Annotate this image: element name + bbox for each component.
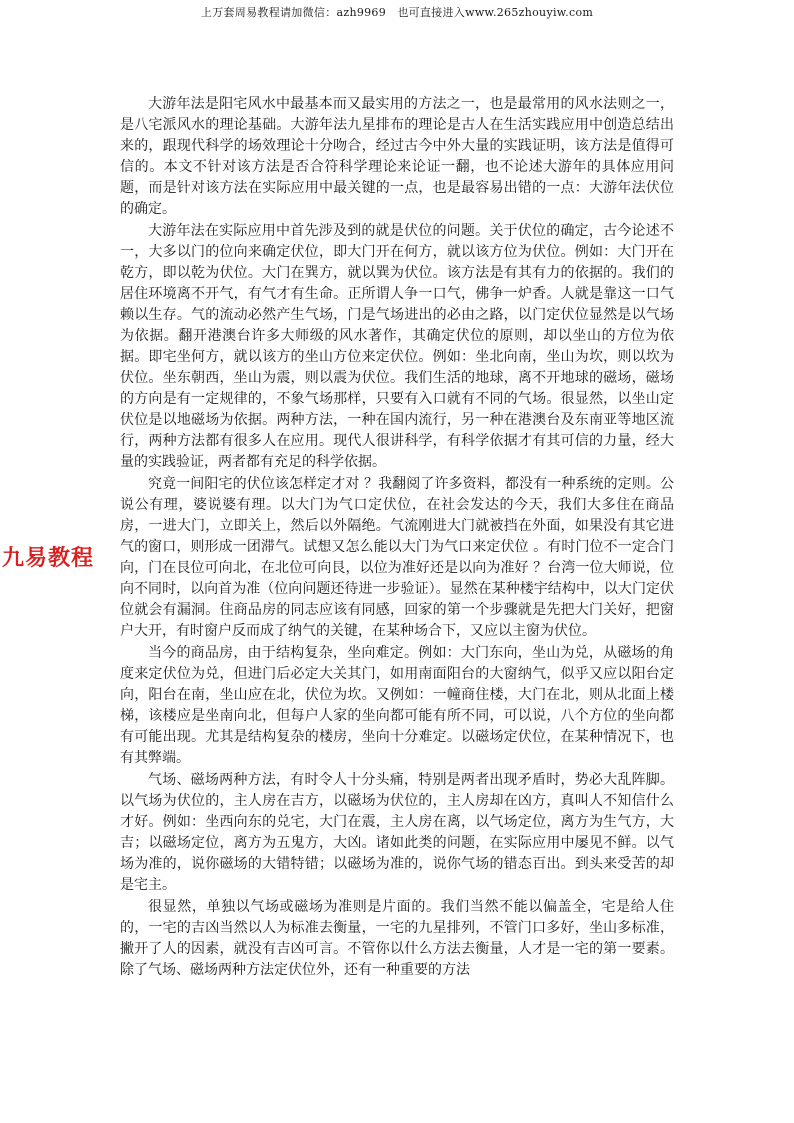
paragraph-4: 当今的商品房，由于结构复杂，坐向难定。例如：大门东向，坐山为兑，从磁场的角度来定伏位为兑，但进门后必定大关其门，如用南面阳台的大窗纳气，似乎又应以阳台定向，阳台在南，坐山应在北，伏位为坎。又例如：一幢商住楼，大门在北，则从北面上楼梯，该楼应是坐南向北，但每户人家的坐向都可能有所不同，可以说，八个方位的坐向都有可能出现。尤其是结构复杂的楼房，坐向十分难定。以磁场定伏位，在某种情况下，也有其弊端。 xyxy=(120,645,674,766)
page-header: 上万套周易教程请加微信：azh9969 也可直接进入www.265zhouyiw.com xyxy=(200,6,594,19)
watermark-logo: 九易教程 xyxy=(2,546,95,571)
paragraph-6: 很显然，单独以气场或磁场为准则是片面的。我们当然不能以偏盖全，宅是给人住的，一宅的吉凶当然以人为标准去衡量，一宅的九星排列，不管门口多好，坐山多标准，撇开了人的因素，就没有吉凶可言。不管你以什么方法去衡量，人才是一宅的第一要素。除了气场、磁场两种方法定伏位外，还有一种重要的方法 xyxy=(120,899,674,978)
paragraph-1: 大游年法是阳宅风水中最基本而又最实用的方法之一，也是最常用的风水法则之一，是八宅派风水的理论基础。大游年法九星排布的理论是古人在生活实践应用中创造总结出来的，跟现代科学的场效理论十分吻合，经过古今中外大量的实践证明，该方法是值得可信的。本文不针对该方法是否合符科学理论来论证一翻，也不论述大游年的具体应用问题，而是针对该方法在实际应用中最关键的一点，也是最容易出错的一点：大游年法伏位的确定。 xyxy=(120,96,674,217)
paragraph-2: 大游年法在实际应用中首先涉及到的就是伏位的问题。关于伏位的确定，古今论述不一，大多以门的位向来确定伏位，即大门开在何方，就以该方位为伏位。例如：大门开在乾方，即以乾为伏位。大门在巽方，就以巽为伏位。该方法是有其有力的依据的。我们的居住环境离不开气，有气才有生命。正所谓人争一口气，佛争一炉香。人就是靠这一口气赖以生存。气的流动必然产生气场，门是气场进出的必由之路，以门定伏位显然是以气场为依据。翻开港澳台许多大师级的风水著作，其确定伏位的原则，却以坐山的方位为依据。即宅坐何方，就以该方的坐山方位来定伏位。例如：坐北向南，坐山为坎，则以坎为伏位。坐东朝西，坐山为震，则以震为伏位。我们生活的地球，离不开地球的磁场，磁场的方向是有一定规律的，不象气场那样，只要有入口就有不同的气场。很显然，以坐山定伏位是以地磁场为依据。两种方法，一种在国内流行，另一种在港澳台及东南亚等地区流行，两种方法都有很多人在应用。现代人很讲科学，有科学依据才有其可信的力量，经大量的实践验证，两者都有充足的科学依据。 xyxy=(120,223,674,470)
paragraph-5: 气场、磁场两种方法，有时令人十分头痛，特别是两者出现矛盾时，势必大乱阵脚。以气场为伏位的，主人房在吉方，以磁场为伏位的，主人房却在凶方，真叫人不知信什么才好。例如：坐西向东的兑宅，大门在震，主人房在离，以气场定位，离方为生气方，大吉；以磁场定位，离方为五鬼方，大凶。诸如此类的问题，在实际应用中屡见不鲜。以气场为准的，说你磁场的大错特错；以磁场为准的，说你气场的错态百出。到头来受苦的却是宅主。 xyxy=(120,772,674,893)
article-body xyxy=(120,94,674,982)
paragraph-3: 究竟一间阳宅的伏位该怎样定才对 ？我翻阅了许多资料，都没有一种系统的定则。公说公有理，婆说婆有理。以大门为气口定伏位，在社会发达的今天，我们大多住在商品房，一进大门，立即关上，然后以外隔绝。气流刚进大门就被挡在外面，如果没有其它进气的窗口，则形成一团滞气。试想又怎么能以大门为气口来定伏位 。有时门位不一定合门向，门在艮位可向北，在北位可向艮，以位为准好还是以向为准好 ？台湾一位大师说，位向不同时，以向首为准（位向问题还待进一步验证）。显然在某种楼宇结构中，以大门定伏位就会有漏洞。住商品房的同志应该有同感，回家的第一个步骤就是先把大门关好，把窗户大开，有时窗户反而成了纳气的关键，在某种场合下，又应以主窗为伏位。 xyxy=(120,476,674,639)
